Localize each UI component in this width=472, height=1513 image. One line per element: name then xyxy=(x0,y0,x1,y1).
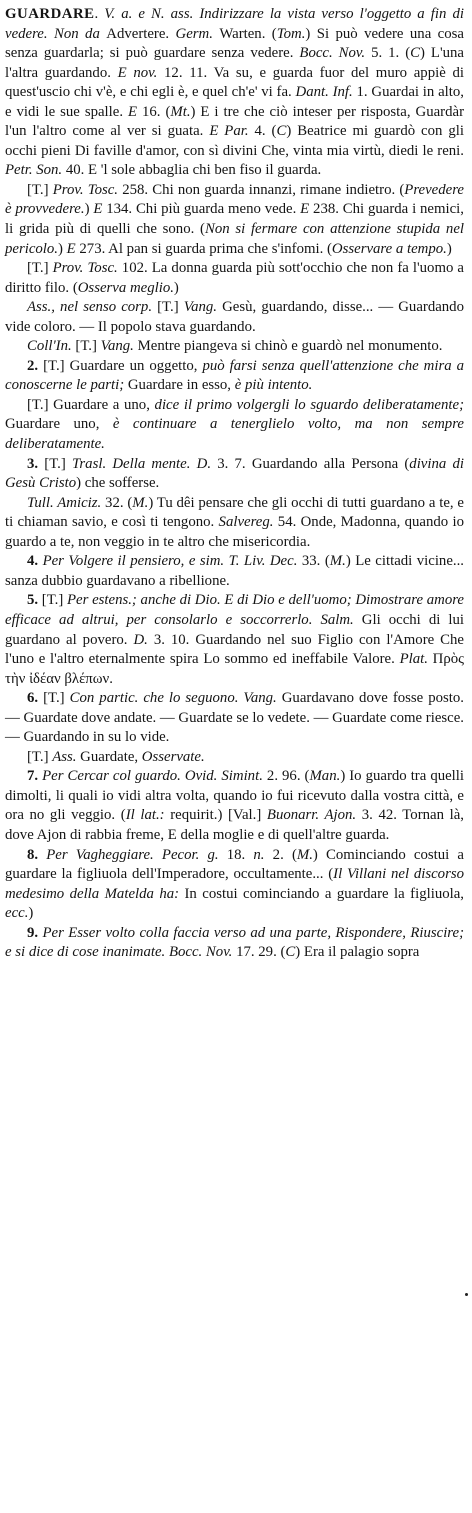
italic-text: Bocc. Nov. xyxy=(299,45,366,62)
italic-text: Il Villani nel discorso medesimo della Matelda ha: xyxy=(5,866,464,902)
text-run: 17. 29. ( xyxy=(232,944,286,961)
text-run: [T.] xyxy=(27,260,53,277)
text-run: ) Cominciando costui a guardare la figliuola dell'Imperadore, occultamente... ( xyxy=(5,846,464,883)
text-run: 18. xyxy=(218,846,254,863)
italic-text: è continuare a tenerglielo volto, ma non sempre deliberatamente. xyxy=(5,416,464,453)
entry-sense-paragraph xyxy=(5,337,464,357)
text-run: Gesù, guardando, disse... — Guardando vide coloro. — Il popolo stava guardando. xyxy=(5,299,464,335)
entry-definition-paragraph xyxy=(5,5,464,181)
entry-sense-paragraph xyxy=(5,259,464,298)
text-run: 2. 96. ( xyxy=(262,768,310,785)
italic-text: Petr. Son. xyxy=(5,162,63,179)
sense-number: 3. xyxy=(27,455,45,472)
italic-text: Germ. xyxy=(175,25,220,42)
text-run: [T.] xyxy=(43,690,70,707)
entry-sense-paragraph xyxy=(5,298,464,337)
text-run: [T.] xyxy=(41,592,67,609)
italic-text: Con partic. che lo seguono. Vang. xyxy=(69,690,277,707)
sense-number: 7. xyxy=(27,768,43,785)
sense-number: 6. xyxy=(27,690,44,707)
text-run: Guardare uno, xyxy=(5,416,113,433)
sense-number: 4. xyxy=(27,553,43,570)
text-run: 40. E 'l sole abbaglia chi ben fiso il guarda. xyxy=(62,162,322,179)
text-run: ) Tu dêi pensare che gli occhi di tutti guardano a te, e ti chiaman savio, e così ti tengono. xyxy=(5,494,464,531)
italic-text: Vang. xyxy=(100,338,134,355)
italic-text: C xyxy=(276,123,287,140)
text-run: [T.] xyxy=(27,181,53,198)
text-run: requirit.) [Val.] xyxy=(164,807,267,824)
italic-text: Per estens.; anche di Dio. E di Dio e dell'uomo; Dimostrare amore efficace ad altrui, per consolarlo e soccorrerlo. Salm. xyxy=(5,592,464,628)
entry-sense-paragraph xyxy=(5,181,464,259)
italic-text: Tull. Amiciz. xyxy=(27,494,102,511)
italic-text: Trasl. Della mente. D. xyxy=(72,455,212,472)
entry-sense-paragraph xyxy=(5,552,464,591)
entry-sense-paragraph xyxy=(5,748,464,768)
italic-text: M. xyxy=(296,846,313,863)
text-run: ) xyxy=(446,240,452,257)
text-run: In costui cominciando a guardare la figliuola, xyxy=(179,885,464,902)
text-run: 3. 7. Guardando alla Persona ( xyxy=(211,455,410,472)
text-run: Guardavano dove fosse posto. — Guardate dove andate. — Guardate se lo vedete. — Guardate come riesce. — Guardando in su lo vide. xyxy=(5,690,465,746)
text-run: 2. ( xyxy=(264,846,297,863)
italic-text: Osservare a tempo. xyxy=(331,240,447,257)
text-run: Advertere. xyxy=(106,25,176,42)
italic-text: n. xyxy=(253,846,265,863)
italic-text: E xyxy=(93,201,103,218)
italic-text: ecc. xyxy=(5,905,29,922)
italic-text: Buonarr. Ajon. xyxy=(266,807,357,824)
text-run: ) che sofferse. xyxy=(76,475,160,492)
text-run: [T.] xyxy=(27,748,53,765)
text-run: ) Io guardo tra quelli dimolti, li quali io vidi altra volta, quando io fui ricevuto dalla vostra città, e ora no gli veggio. ( xyxy=(5,768,465,824)
italic-text: Prov. Tosc. xyxy=(52,260,118,277)
sense-number: 8. xyxy=(27,846,47,863)
text-run: ) Beatrice mi guardò con gli occhi pieni Di faville d'amor, con sì divini Che, vinta mia virtù, diedi le reni. xyxy=(5,123,464,159)
text-run: 32. ( xyxy=(101,494,133,511)
text-run: 3. 42. Tornan là, dove Ajon di rabbia freme, E della moglie e di quell'altre guarda. xyxy=(5,807,464,843)
italic-text: è più intento. xyxy=(234,377,313,394)
italic-text: Tom. xyxy=(276,25,306,42)
entry-sense-paragraph xyxy=(5,396,464,455)
text-run: 33. ( xyxy=(297,553,330,570)
text-run: Πρὸς τὴν ἰδέαν βλέπων. xyxy=(5,651,465,687)
text-run: ) E i tre che ciò inteser per risposta, Guardàr l'un l'altro come al ver si guata. xyxy=(5,103,464,140)
italic-text: D. xyxy=(133,631,148,648)
text-run: 12. 11. Va su, e guarda fuor del muro appiè di quest'uscio chi v'è, e chi egli è, e quel ch'e' vi fa. xyxy=(5,64,464,101)
italic-text: Prov. Tosc. xyxy=(52,181,119,198)
text-run: [T.] Guardare a uno, xyxy=(27,396,155,413)
entry-sense-paragraph xyxy=(5,846,464,924)
text-run: ) Era il palagio sopra xyxy=(295,944,420,961)
sense-number: 9. xyxy=(27,924,43,941)
text-run: 54. Onde, Madonna, quando io guardo a te, non veggio in te altro che misericordia. xyxy=(5,514,464,550)
italic-text: E xyxy=(300,201,310,218)
entry-sense-paragraph xyxy=(5,689,464,748)
italic-text: Man. xyxy=(309,768,341,785)
text-run: 5. 1. ( xyxy=(365,45,411,62)
text-run: [T.] xyxy=(152,299,184,316)
sense-number: 2. xyxy=(27,357,44,374)
text-run: . xyxy=(94,6,105,22)
italic-text: M. xyxy=(132,494,149,511)
italic-text: Dant. Inf. xyxy=(295,84,353,101)
italic-text: Osserva meglio. xyxy=(77,279,174,296)
italic-text: Per Cercar col guardo. Ovid. Simint. xyxy=(42,768,263,785)
entry-sense-paragraph xyxy=(5,924,464,963)
italic-text: V. a. e N. ass. Indirizzare la vista verso l'oggetto a fin di vedere. Non da xyxy=(5,6,464,42)
italic-text: Per Esser volto colla faccia verso ad una parte, Rispondere, Riuscire; e si dice di cose inanimate. Bocc. Nov. xyxy=(5,924,465,961)
sense-number: 5. xyxy=(27,592,42,609)
entry-sense-paragraph xyxy=(5,455,464,494)
italic-text: Per Vagheggiare. Pecor. g. xyxy=(46,846,219,863)
entry-sense-paragraph xyxy=(5,357,464,396)
italic-text: E xyxy=(66,240,76,257)
text-run: Warten. ( xyxy=(219,25,277,42)
italic-text: Mt. xyxy=(170,103,191,120)
italic-text: C xyxy=(410,45,421,62)
entry-sense-paragraph xyxy=(5,591,464,689)
text-run: ) xyxy=(28,905,34,922)
italic-text: E xyxy=(128,103,138,120)
italic-text: dice il primo volgergli lo sguardo deliberatamente; xyxy=(154,396,464,413)
text-run: 134. Chi più guarda meno vede. xyxy=(102,201,301,218)
text-run: Mentre piangeva si chinò e guardò nel monumento. xyxy=(133,338,443,355)
text-run: Guardate, xyxy=(76,748,142,765)
text-run: [T.] xyxy=(71,338,101,355)
text-run: [T.] xyxy=(44,455,72,472)
italic-text: Ass. xyxy=(52,748,77,765)
italic-text: Plat. xyxy=(399,651,428,668)
margin-dot xyxy=(465,1293,468,1296)
text-run: 16. ( xyxy=(137,103,171,120)
headword: GUARDARE xyxy=(5,6,95,22)
text-run: 3. 10. Guardando nel suo Figlio con l'Amore Che l'uno e l'altro eternalmente spira Lo sommo ed ineffabile Valore. xyxy=(5,631,465,668)
italic-text: divina di Gesù Cristo xyxy=(5,455,464,492)
entry-sense-paragraph xyxy=(5,767,464,845)
italic-text: Ass., nel senso corp. xyxy=(27,299,153,316)
text-run: ) Le cittadi vicine... sanza dubbio guardavano a ribellione. xyxy=(5,553,464,589)
italic-text: Vang. xyxy=(183,299,218,316)
italic-text: Osservate. xyxy=(141,748,205,765)
italic-text: Prevedere è provvedere. xyxy=(5,181,464,218)
italic-text: Coll'In. xyxy=(27,338,72,355)
text-run: 258. Chi non guarda innanzi, rimane indietro. ( xyxy=(118,181,405,198)
italic-text: E nov. xyxy=(117,64,158,81)
italic-text: E Par. xyxy=(209,123,249,140)
text-run: 1. Guardai in alto, e vidi le sue spalle. xyxy=(5,84,464,120)
entry-sense-paragraph xyxy=(5,494,464,553)
text-run: Guardare in esso, xyxy=(124,377,235,394)
italic-text: M. xyxy=(329,553,346,570)
text-run: [T.] Guardare un oggetto, xyxy=(43,357,203,374)
italic-text: Non si fermare con attenzione stupida nel pericolo. xyxy=(5,221,464,257)
text-run: ) xyxy=(58,240,67,257)
text-run: 102. La donna guarda più sott'occhio che non fa l'uomo a diritto filo. ( xyxy=(5,260,464,296)
italic-text: può farsi senza quell'attenzione che mira a conoscerne le parti; xyxy=(5,357,464,394)
text-run: ) xyxy=(84,201,94,218)
text-run: 4. ( xyxy=(248,123,277,140)
text-run: 238. Chi guarda i nemici, li grida più di quelli che sono. ( xyxy=(5,201,464,238)
italic-text: Per Volgere il pensiero, e sim. T. Liv. Dec. xyxy=(42,553,298,570)
dictionary-entry xyxy=(5,5,464,963)
text-run: ) Si può vedere una cosa senza guardarla; si può guardare senza vedere. xyxy=(5,25,464,62)
italic-text: C xyxy=(285,944,296,961)
italic-text: Il lat.: xyxy=(125,807,165,824)
text-run: 273. Al pan si guarda prima che s'infomi. ( xyxy=(75,240,332,257)
text-run: ) xyxy=(173,279,179,296)
italic-text: Salvereg. xyxy=(218,514,274,531)
text-run: Gli occhi di lui guardano al povero. xyxy=(5,611,464,648)
text-run: ) L'una l'altra guardando. xyxy=(5,45,464,81)
